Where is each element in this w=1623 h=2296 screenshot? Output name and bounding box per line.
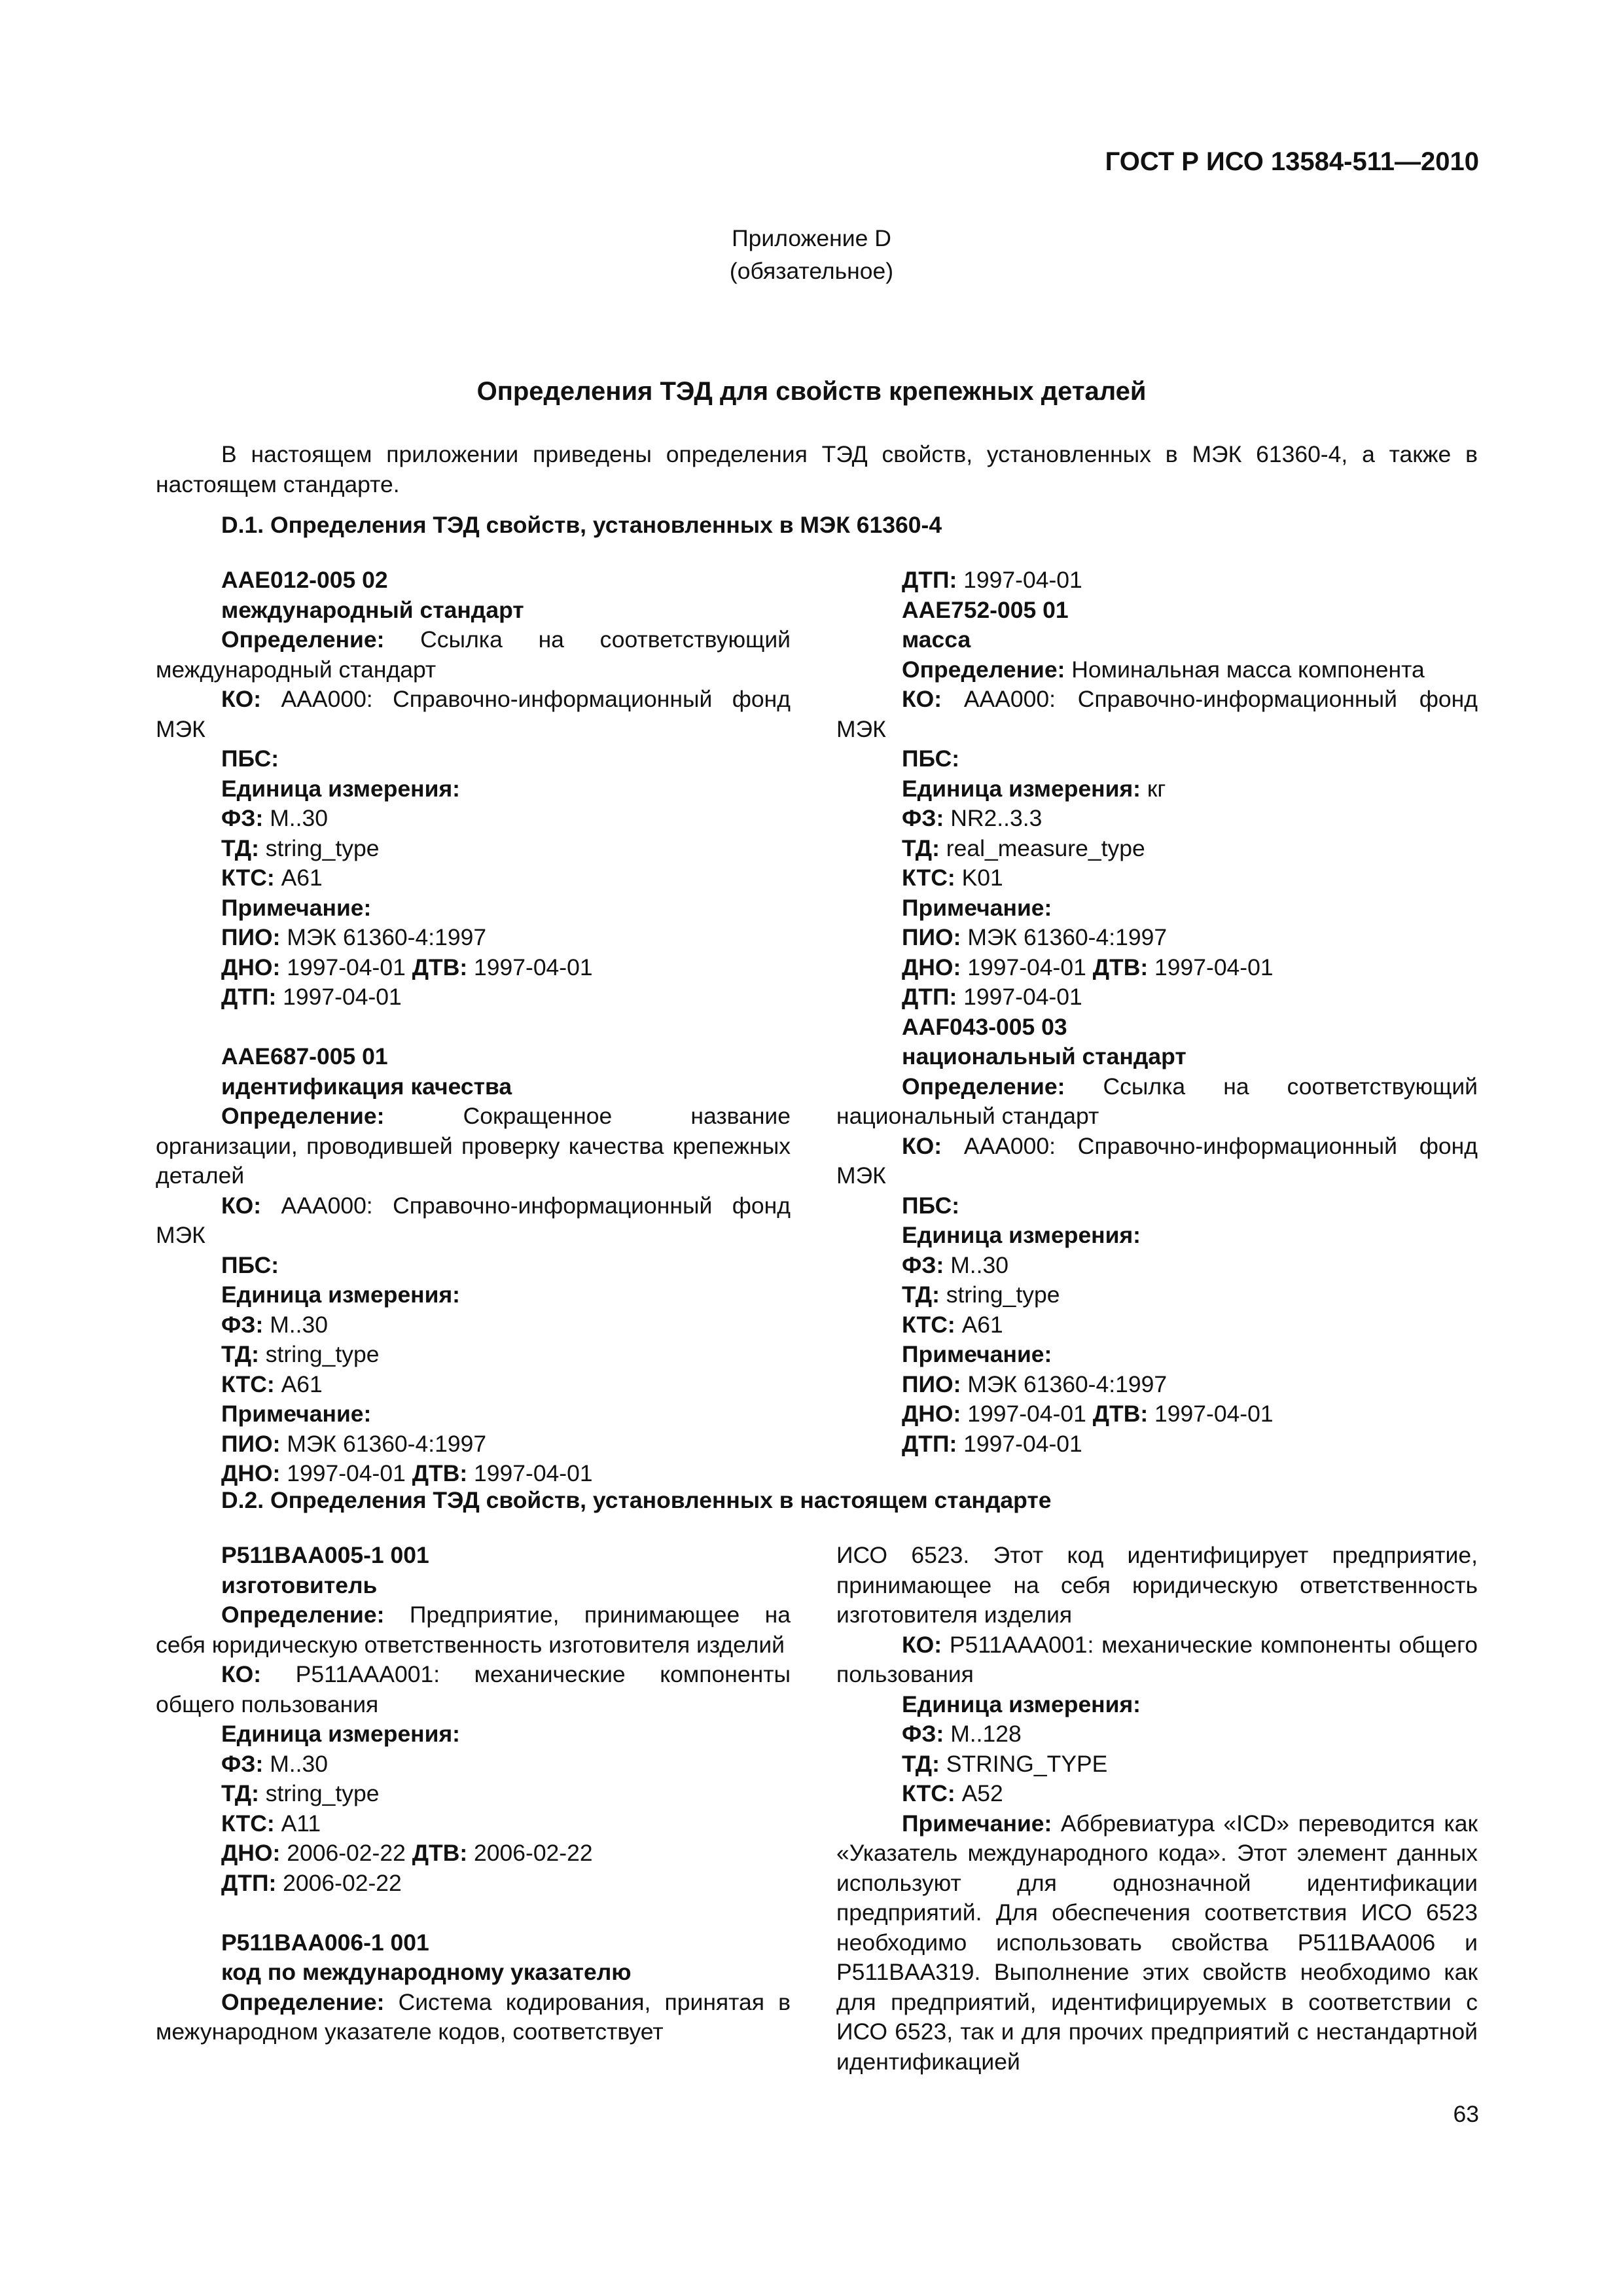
- definition-field: [836, 655, 1478, 685]
- unit-field: [156, 1280, 791, 1310]
- kts-label: КТС:: [902, 1311, 955, 1338]
- fz-value: M..30: [263, 805, 329, 831]
- dtv-value: 1997-04-01: [467, 1460, 593, 1486]
- unit-field: [836, 774, 1478, 804]
- entry-code: AAE752-005 01: [902, 596, 1069, 623]
- pio-field: [156, 923, 791, 953]
- td-label: ТД:: [221, 834, 259, 861]
- dtp-value: 1997-04-01: [957, 984, 1082, 1010]
- pio-value: МЭК 61360-4:1997: [961, 924, 1168, 950]
- dtp-value: 1997-04-01: [957, 1430, 1082, 1457]
- kts-label: КТС:: [902, 865, 955, 891]
- dno-label: ДНО:: [221, 954, 281, 980]
- ko-field: [836, 1630, 1478, 1690]
- entry-aae012: [156, 565, 791, 1013]
- definition-label: Определение:: [221, 1988, 385, 2015]
- pbs-label: ПБС:: [902, 1192, 960, 1219]
- column-d1-right: [836, 565, 1478, 1459]
- annex-status: (обязательное): [729, 258, 894, 284]
- kts-label: КТС:: [221, 1810, 275, 1837]
- kts-value: A11: [274, 1810, 321, 1837]
- fz-label: ФЗ:: [221, 805, 264, 831]
- pbs-field: [836, 1191, 1478, 1221]
- column-d2-left: [156, 1541, 791, 2047]
- pio-value: МЭК 61360-4:1997: [280, 1430, 487, 1457]
- td-field: [836, 834, 1478, 864]
- definition-label: Определение:: [221, 1602, 385, 1628]
- td-label: ТД:: [902, 1282, 940, 1308]
- dtp-field: [156, 1869, 791, 1899]
- fz-field: [836, 1719, 1478, 1749]
- fz-value: M..30: [263, 1311, 329, 1338]
- dno-label: ДНО:: [902, 954, 961, 980]
- dtp-label: ДТП:: [902, 567, 957, 593]
- fz-field: [836, 1251, 1478, 1281]
- ko-field: [156, 1660, 791, 1719]
- dtp-label: ДТП:: [902, 984, 957, 1010]
- ko-label: КО:: [221, 686, 262, 712]
- pio-value: МЭК 61360-4:1997: [961, 1371, 1168, 1397]
- entry-name: код по международному указателю: [221, 1959, 632, 1985]
- dtv-label: ДТВ:: [1092, 1401, 1149, 1427]
- definition-label: Определение:: [902, 656, 1065, 683]
- entry-code: P511BAA006-1 001: [221, 1929, 429, 1956]
- note-label: Примечание:: [902, 1810, 1052, 1837]
- section-heading-d1: D.1. Определения ТЭД свойств, установленных в МЭК 61360-4: [221, 512, 942, 538]
- definition-label: Определение:: [221, 626, 385, 653]
- entry-p511baa005: [156, 1541, 791, 1898]
- fz-value: M..30: [944, 1251, 1009, 1278]
- dtp-field: [836, 982, 1478, 1013]
- fz-value: NR2..3.3: [944, 805, 1043, 831]
- column-d1-left: [156, 565, 791, 1489]
- ko-label: КО:: [902, 1132, 942, 1159]
- definition-value: Ссылка на соответствующий национальный стандарт: [836, 1073, 1478, 1129]
- pbs-field: [156, 1251, 791, 1281]
- td-label: ТД:: [902, 834, 940, 861]
- definition-field: [156, 1600, 791, 1660]
- pio-label: ПИО:: [221, 924, 281, 950]
- unit-label: Единица измерения:: [902, 775, 1141, 802]
- dno-value: 1997-04-01: [961, 1401, 1086, 1427]
- document-number: ГОСТ Р ИСО 13584-511—2010: [1105, 147, 1479, 176]
- definition-field: [156, 625, 791, 685]
- kts-field: [156, 1809, 791, 1839]
- pbs-field: [836, 744, 1478, 774]
- definition-field: [156, 1988, 791, 2047]
- pio-field: [836, 923, 1478, 953]
- definition-label: Определение:: [902, 1073, 1065, 1100]
- dtp-field: [156, 982, 791, 1013]
- ko-label: КО:: [221, 1661, 262, 1687]
- kts-label: КТС:: [221, 1371, 275, 1397]
- ko-value: AAA000: Справочно-информационный фонд МЭК: [836, 686, 1478, 742]
- td-label: ТД:: [221, 1780, 259, 1806]
- ko-label: КО:: [221, 1192, 262, 1219]
- fz-field: [156, 804, 791, 834]
- td-value: STRING_TYPE: [939, 1750, 1108, 1777]
- dno-dtv-field: [156, 1839, 791, 1869]
- entry-aae687: [156, 1042, 791, 1489]
- dtv-value: 1997-04-01: [1148, 1401, 1274, 1427]
- fz-label: ФЗ:: [221, 1750, 264, 1777]
- entry-code: AAE687-005 01: [221, 1043, 388, 1069]
- kts-value: A61: [274, 1371, 323, 1397]
- note-field: [836, 1809, 1478, 2077]
- section-heading-d2: D.2. Определения ТЭД свойств, установленных в настоящем стандарте: [221, 1487, 1052, 1513]
- page-number: 63: [1453, 2101, 1479, 2127]
- dno-label: ДНО:: [221, 1840, 281, 1866]
- fz-field: [156, 1310, 791, 1340]
- unit-field: [156, 774, 791, 804]
- kts-field: [836, 863, 1478, 893]
- kts-field: [156, 863, 791, 893]
- entry-name: изготовитель: [221, 1571, 378, 1598]
- kts-field: [156, 1370, 791, 1400]
- ko-field: [836, 1132, 1478, 1191]
- note-field: [156, 893, 791, 924]
- unit-label: Единица измерения:: [221, 1721, 460, 1747]
- note-field: [156, 1399, 791, 1429]
- definition-value: Предприятие, принимающее на себя юридическую ответственность изготовителя изделий: [156, 1602, 791, 1658]
- definition-value: Сокращенное название организации, проводившей проверку качества крепежных деталей: [156, 1103, 791, 1189]
- dno-dtv-field: [836, 1399, 1478, 1429]
- td-field: [836, 1749, 1478, 1780]
- entry-name: международный стандарт: [221, 596, 524, 623]
- note-label: Примечание:: [221, 894, 372, 921]
- entry-name: идентификация качества: [221, 1073, 512, 1100]
- ko-value: AAA000: Справочно-информационный фонд МЭК: [156, 1192, 791, 1248]
- note-label: Примечание:: [902, 1341, 1052, 1367]
- definition-continuation: ИСО 6523. Этот код идентифицирует предприятие, принимающее на себя юридическую ответственность изготовителя изделия: [836, 1542, 1478, 1628]
- dno-value: 2006-02-22: [280, 1840, 406, 1866]
- dtv-value: 1997-04-01: [1148, 954, 1274, 980]
- kts-value: K01: [955, 865, 1003, 891]
- intro-paragraph: В настоящем приложении приведены определения ТЭД свойств, установленных в МЭК 61360-4, а также в настоящем стандарте.: [156, 441, 1478, 497]
- column-d2-right: [836, 1541, 1478, 2077]
- unit-label: Единица измерения:: [221, 1282, 460, 1308]
- td-field: [156, 1340, 791, 1370]
- entry-name: национальный стандарт: [902, 1043, 1186, 1069]
- note-value: Аббревиатура «ICD» переводится как «Указатель международного кода». Этот элемент данных используют для однозначной идентификации предприятий. Для обеспечения соответствия ИСО 6523 необходимо использовать свойства P511BAA006 и P511BAA319. Выполнение этих свойств необходимо как для предприятий, идентифицируемых в соответствии с ИСО 6523, так и для прочих предприятий с нестандартной идентификацией: [836, 1810, 1478, 2075]
- fz-label: ФЗ:: [902, 805, 944, 831]
- ko-value: AAA000: Справочно-информационный фонд МЭК: [156, 686, 791, 742]
- dno-value: 1997-04-01: [280, 1460, 406, 1486]
- kts-field: [836, 1310, 1478, 1340]
- ko-value: AAA000: Справочно-информационный фонд МЭК: [836, 1132, 1478, 1189]
- pio-label: ПИО:: [902, 924, 961, 950]
- pio-field: [156, 1429, 791, 1460]
- entry-code: AAE012-005 02: [221, 567, 388, 593]
- ko-field: [156, 685, 791, 744]
- fz-label: ФЗ:: [221, 1311, 264, 1338]
- unit-field: [836, 1221, 1478, 1251]
- pbs-label: ПБС:: [902, 745, 960, 772]
- td-label: ТД:: [902, 1750, 940, 1777]
- dtp-label: ДТП:: [902, 1430, 957, 1457]
- entry-aaf043: [836, 1013, 1478, 1460]
- definition-field: [836, 1072, 1478, 1132]
- fz-label: ФЗ:: [902, 1721, 944, 1747]
- definition-value: Система кодирования, принятая в межународном указателе кодов, соответствует: [156, 1988, 791, 2045]
- pbs-label: ПБС:: [221, 745, 279, 772]
- entry-code: AAF043-005 03: [902, 1013, 1067, 1040]
- pio-field: [836, 1370, 1478, 1400]
- fz-field: [156, 1749, 791, 1780]
- ko-field: [156, 1191, 791, 1251]
- ko-value: P511AAA001: механические компоненты общего пользования: [156, 1661, 791, 1717]
- dno-label: ДНО:: [902, 1401, 961, 1427]
- dtp-value: 1997-04-01: [957, 567, 1082, 593]
- dtp-label: ДТП:: [221, 1869, 277, 1896]
- dtp-field: [836, 1429, 1478, 1460]
- dtv-label: ДТВ:: [412, 954, 468, 980]
- td-value: string_type: [939, 1282, 1060, 1308]
- fz-value: M..128: [944, 1721, 1022, 1747]
- ko-label: КО:: [902, 686, 942, 712]
- entry-p511baa006: [156, 1928, 791, 2047]
- kts-field: [836, 1779, 1478, 1809]
- dtp-value: 1997-04-01: [276, 984, 402, 1010]
- td-value: string_type: [259, 1780, 380, 1806]
- kts-value: A61: [274, 865, 323, 891]
- pio-value: МЭК 61360-4:1997: [280, 924, 487, 950]
- dtp-value: 2006-02-22: [276, 1869, 402, 1896]
- dtv-value: 1997-04-01: [467, 954, 593, 980]
- pio-label: ПИО:: [221, 1430, 281, 1457]
- kts-label: КТС:: [902, 1780, 955, 1806]
- page-title: Определения ТЭД для свойств крепежных деталей: [476, 377, 1147, 406]
- pbs-label: ПБС:: [221, 1251, 279, 1278]
- unit-label: Единица измерения:: [902, 1691, 1141, 1717]
- dno-value: 1997-04-01: [280, 954, 406, 980]
- definition-value: Ссылка на соответствующий международный стандарт: [156, 626, 791, 683]
- dno-value: 1997-04-01: [961, 954, 1086, 980]
- entry-aae752: [836, 596, 1478, 1013]
- note-field: [836, 893, 1478, 924]
- note-label: Примечание:: [221, 1401, 372, 1427]
- unit-field: [836, 1690, 1478, 1720]
- entry-name: масса: [902, 626, 971, 653]
- dtv-label: ДТВ:: [412, 1840, 468, 1866]
- dno-label: ДНО:: [221, 1460, 281, 1486]
- dtv-value: 2006-02-22: [467, 1840, 593, 1866]
- unit-field: [156, 1719, 791, 1749]
- definition-field: [156, 1102, 791, 1191]
- ko-field: [836, 685, 1478, 744]
- pbs-field: [156, 744, 791, 774]
- dtv-label: ДТВ:: [412, 1460, 468, 1486]
- kts-value: A61: [955, 1311, 1003, 1338]
- fz-value: M..30: [263, 1750, 329, 1777]
- td-value: string_type: [259, 834, 380, 861]
- dtp-label: ДТП:: [221, 984, 277, 1010]
- definition-label: Определение:: [221, 1103, 385, 1129]
- note-label: Примечание:: [902, 894, 1052, 921]
- ko-label: КО:: [902, 1631, 942, 1658]
- td-value: real_measure_type: [939, 834, 1145, 861]
- kts-value: A52: [955, 1780, 1003, 1806]
- td-field: [156, 834, 791, 864]
- definition-value: Номинальная масса компонента: [1065, 656, 1425, 683]
- entry-code: P511BAA005-1 001: [221, 1542, 429, 1568]
- dtv-label: ДТВ:: [1092, 954, 1149, 980]
- td-label: ТД:: [221, 1341, 259, 1367]
- annex-title: Приложение D: [732, 225, 891, 251]
- td-field: [836, 1280, 1478, 1310]
- dno-dtv-field: [836, 953, 1478, 983]
- unit-label: Единица измерения:: [221, 775, 460, 802]
- dtp-field: [836, 565, 1478, 596]
- unit-value: кг: [1140, 775, 1166, 802]
- note-field: [836, 1340, 1478, 1370]
- ko-value: P511AAA001: механические компоненты общего пользования: [836, 1631, 1478, 1687]
- td-value: string_type: [259, 1341, 380, 1367]
- kts-label: КТС:: [221, 865, 275, 891]
- pio-label: ПИО:: [902, 1371, 961, 1397]
- dno-dtv-field: [156, 1459, 791, 1489]
- dno-dtv-field: [156, 953, 791, 983]
- fz-field: [836, 804, 1478, 834]
- td-field: [156, 1779, 791, 1809]
- fz-label: ФЗ:: [902, 1251, 944, 1278]
- unit-label: Единица измерения:: [902, 1222, 1141, 1248]
